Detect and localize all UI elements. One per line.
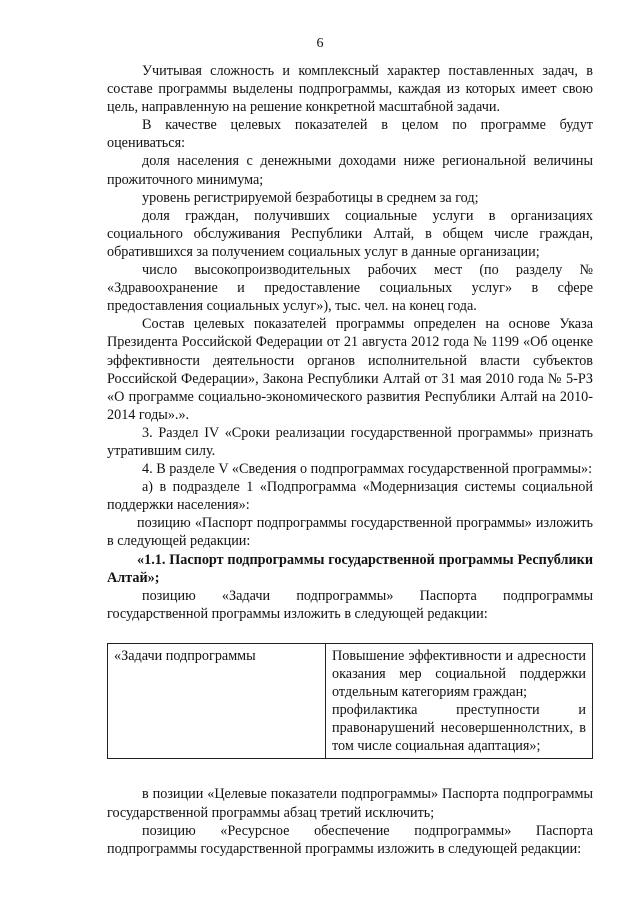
paragraph-4: уровень регистрируемой безработицы в среднем за год; <box>142 189 479 206</box>
table-cell-value <box>326 643 593 759</box>
tasks-table <box>107 643 593 760</box>
paragraph-14: в позиции «Целевые показатели подпрограммы» Паспорта подпрограммы государственной программы абзац третий исключить; <box>107 786 593 821</box>
spacer <box>107 777 593 785</box>
document-body <box>107 62 593 858</box>
paragraph-3: доля населения с денежными доходами ниже региональной величины прожиточного минимума; <box>107 153 593 188</box>
page-number: 6 <box>316 36 324 51</box>
table-row <box>108 643 593 759</box>
paragraph-9: 4. В разделе V «Сведения о подпрограммах государственной программы»: <box>142 461 593 478</box>
paragraph-13: позицию «Задачи подпрограммы» Паспорта подпрограммы государственной программы изложить в следующей редакции: <box>107 587 593 622</box>
table-cell-value-line-2: профилактика преступности и правонарушений несовершеннолстних, в том числе социальная адаптация»; <box>332 702 586 755</box>
paragraph-11: позицию «Паспорт подпрограммы государственной программы» изложить в следующей редакции: <box>107 515 593 550</box>
paragraph-5: доля граждан, получивших социальные услуги в организациях социального обслуживания Республики Алтай, в общем числе граждан, обратившихся за получением социальных услуг в данные организации; <box>107 207 593 260</box>
paragraph-12-heading: «1.1. Паспорт подпрограммы государственной программы Республики Алтай»; <box>107 551 593 586</box>
paragraph-15: позицию «Ресурсное обеспечение подпрограммы» Паспорта подпрограммы государственной программы изложить в следующей редакции: <box>107 822 593 857</box>
table-cell-value-line-1: Повышение эффективности и адресности оказания мер социальной поддержки отдельным категориям граждан; <box>332 647 586 701</box>
spacer <box>107 759 593 777</box>
table-cell-label: «Задачи подпрограммы <box>108 643 326 759</box>
paragraph-2: В качестве целевых показателей в целом по программе будут оцениваться: <box>107 117 593 152</box>
paragraph-6: число высокопроизводительных рабочих мест (по разделу № «Здравоохранение и предоставление социальных услуг» в сфере предоставления социальных услуг»), тыс. чел. на конец года. <box>107 262 593 315</box>
paragraph-8: 3. Раздел IV «Сроки реализации государственной программы» признать утратившим силу. <box>107 424 593 459</box>
paragraph-10: а) в подразделе 1 «Подпрограмма «Модернизация системы социальной поддержки населения»: <box>107 479 593 514</box>
paragraph-1: Учитывая сложность и комплексный характер поставленных задач, в составе программы выделены подпрограммы, каждая из которых имеет свою цель, направленную на решение конкретной масштабной задачи. <box>107 63 593 116</box>
spacer <box>107 623 593 641</box>
paragraph-7: Состав целевых показателей программы определен на основе Указа Президента Российской Федерации от 21 августа 2012 года № 1199 «Об оценке эффективности деятельности органов исполнительной власти субъектов Российской Федерации», Закона Республики Алтай от 31 мая 2010 года № 5-РЗ «О программе социально-экономического развития Республики Алтай на 2010-2014 годы».». <box>107 316 593 423</box>
